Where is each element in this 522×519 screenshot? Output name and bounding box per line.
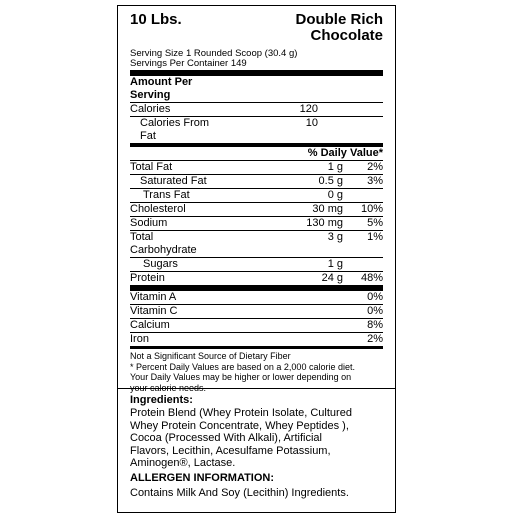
- vitamin-row: [130, 333, 383, 346]
- product-flavor: [295, 12, 383, 44]
- flavor-line-1: Double Rich: [295, 11, 383, 28]
- nutrient-row: [130, 258, 383, 272]
- vitamin-percent: 2%: [367, 333, 383, 345]
- nutrient-row: [130, 203, 383, 217]
- nutrient-name: Saturated Fat: [140, 175, 207, 187]
- daily-value-header-text: % Daily Value*: [307, 147, 383, 159]
- nutrient-row: [130, 231, 383, 258]
- footnotes: [130, 351, 383, 393]
- nutrient-row: [130, 272, 383, 285]
- nutrient-name: Protein: [130, 272, 165, 284]
- calories-label: Calories: [130, 103, 171, 115]
- vitamin-name: Vitamin C: [130, 305, 178, 317]
- vitamin-row: [130, 305, 383, 319]
- vitamin-percent: 8%: [367, 319, 383, 331]
- nutrient-amount: 130 mg: [306, 217, 343, 229]
- allergen-text: Contains Milk And Soy (Lecithin) Ingredients.: [130, 486, 349, 499]
- calories-value: 120: [299, 103, 318, 115]
- ingredients-line: Protein Blend (Whey Protein Isolate, Cultured: [130, 407, 352, 419]
- nutrient-amount: 1 g: [327, 258, 343, 270]
- nutrient-row: [130, 161, 383, 175]
- serving-size: Serving Size 1 Rounded Scoop (30.4 g): [130, 48, 298, 59]
- section-divider: [118, 388, 395, 389]
- product-size: 10 Lbs.: [130, 11, 182, 28]
- nutrient-percent: [343, 258, 383, 271]
- ingredients-line: Aminogen®, Lactase.: [130, 457, 236, 469]
- vitamin-row: [130, 319, 383, 333]
- vitamin-name: Calcium: [130, 319, 170, 331]
- nutrient-row: [130, 217, 383, 231]
- ingredients-line: Flavors, Lecithin, Acesulfame Potassium,: [130, 444, 331, 457]
- serving-info: [130, 49, 383, 69]
- nutrient-name: [130, 231, 283, 257]
- nutrient-percent: 1%: [367, 231, 383, 243]
- vitamin-name: Vitamin A: [130, 291, 177, 303]
- nutrient-amount: 1 g: [327, 161, 343, 173]
- ingredients-line: Whey Protein Concentrate, Whey Peptides ),: [130, 419, 349, 432]
- nutrient-name: Trans Fat: [143, 189, 190, 201]
- nutrient-name: Total Fat: [130, 161, 173, 173]
- servings-per-container: Servings Per Container 149: [130, 58, 247, 69]
- carb-line-2: Carbohydrate: [130, 244, 197, 256]
- calories-from-fat-label: [130, 117, 238, 143]
- ingredients-title: Ingredients:: [130, 394, 193, 406]
- ingredients-text: [130, 407, 383, 470]
- flavor-line-2: Chocolate: [310, 27, 383, 44]
- daily-value-header: [130, 147, 383, 161]
- calories-from-fat-value: 10: [305, 117, 318, 129]
- nutrient-percent: 3%: [367, 175, 383, 187]
- dv-note-line-2: Your Daily Values may be higher or lower depending on: [130, 372, 352, 382]
- nutrient-amount: 0.5 g: [318, 175, 343, 187]
- ingredients-line: Cocoa (Processed With Alkali), Artificial: [130, 432, 322, 444]
- fiber-note: Not a Significant Source of Dietary Fiber: [130, 351, 291, 361]
- amount-header-line-2: Serving: [130, 89, 171, 101]
- nutrient-amount: 30 mg: [312, 203, 343, 215]
- nutrient-percent: 48%: [360, 272, 383, 284]
- nutrition-label-panel: [117, 5, 396, 513]
- allergen-title: ALLERGEN INFORMATION:: [130, 471, 275, 484]
- nutrient-name: Sodium: [130, 217, 168, 229]
- amount-per-serving: [130, 76, 383, 103]
- amount-header-line-1: Amount Per: [130, 76, 193, 88]
- medium-divider: [130, 346, 383, 349]
- vitamin-percent: 0%: [367, 291, 383, 303]
- calories-from-fat-line-1: Calories From: [140, 117, 210, 129]
- nutrient-percent: 2%: [367, 161, 383, 173]
- nutrient-name: Cholesterol: [130, 203, 186, 215]
- vitamin-row: [130, 291, 383, 305]
- nutrient-name: Sugars: [143, 258, 178, 270]
- nutrient-row: [130, 189, 383, 203]
- vitamin-percent: 0%: [367, 305, 383, 317]
- nutrition-facts: [130, 12, 383, 393]
- calories-from-fat-row: [130, 117, 383, 143]
- nutrient-row: [130, 175, 383, 189]
- nutrient-percent: 5%: [367, 217, 383, 229]
- label-header: [130, 12, 383, 44]
- calories-row: [130, 103, 383, 117]
- nutrient-amount: 0 g: [327, 189, 343, 201]
- nutrient-percent: [343, 189, 383, 202]
- ingredients-section: [130, 394, 383, 499]
- nutrient-percent: 10%: [360, 203, 383, 215]
- carb-line-1: Total: [130, 231, 154, 243]
- vitamin-name: Iron: [130, 333, 149, 345]
- dv-note-line-1: * Percent Daily Values are based on a 2,000 calorie diet.: [130, 361, 355, 372]
- nutrient-amount: 3 g: [327, 231, 343, 243]
- nutrient-amount: 24 g: [321, 272, 343, 284]
- calories-from-fat-line-2: Fat: [140, 130, 156, 142]
